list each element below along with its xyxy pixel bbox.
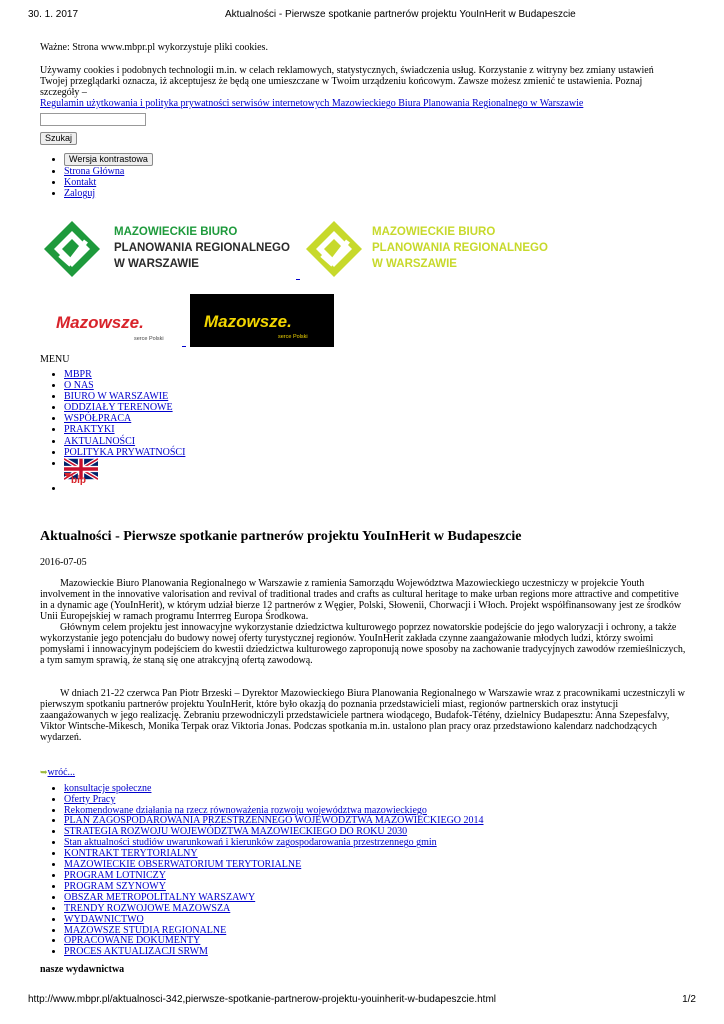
svg-text:bip: • bip bbox=[71, 474, 86, 485]
menu-link-praktyki[interactable]: PRAKTYKI bbox=[64, 424, 115, 436]
list-item bbox=[64, 784, 686, 795]
menu-item bbox=[64, 424, 686, 435]
mbpr-logo-link[interactable] bbox=[42, 219, 292, 279]
page-number: 1/2 bbox=[682, 994, 696, 1005]
search-input[interactable] bbox=[40, 113, 146, 126]
logo-link-underline bbox=[296, 279, 300, 280]
svg-text:MAZOWIECKIE BIURO: MAZOWIECKIE BIURO bbox=[372, 226, 496, 238]
mbpr-logos bbox=[40, 219, 686, 291]
spacer bbox=[40, 666, 686, 688]
contact-link[interactable]: Kontakt bbox=[64, 177, 97, 188]
back-link[interactable]: wróć... bbox=[47, 766, 76, 778]
topic-link[interactable]: STRATEGIA ROZWOJU WOJEWÓDZTWA MAZOWIECKIEGO DO ROKU 2030 bbox=[64, 826, 408, 838]
menu-item bbox=[64, 380, 686, 391]
topic-link[interactable]: konsultacje społeczne bbox=[64, 782, 152, 794]
bip-logo bbox=[64, 471, 90, 485]
back-link-row bbox=[40, 767, 686, 778]
privacy-policy-link[interactable]: Regulamin użytkowania i polityka prywatności serwisów internetowych Mazowieckiego Biura Planowania Regionalnego w Warszawie bbox=[40, 98, 584, 109]
menu-link-mbpr[interactable]: MBPR bbox=[64, 369, 92, 380]
menu-link-wspolpraca[interactable]: WSPÓŁPRACA bbox=[64, 413, 132, 425]
topic-link[interactable]: PLAN ZAGOSPODAROWANIA PRZESTRZENNEGO WOJEWÓDZTWA MAZOWIECKIEGO 2014 bbox=[64, 815, 484, 827]
article-date: 2016-07-05 bbox=[40, 556, 87, 568]
menu-item bbox=[64, 391, 686, 402]
menu-link-biuro[interactable]: BIURO W WARSZAWIE bbox=[64, 391, 169, 403]
menu-item bbox=[64, 474, 686, 509]
mazowsze-logo-link[interactable] bbox=[54, 310, 174, 344]
cookie-important: Ważne: Strona www.mbpr.pl wykorzystuje pliki cookies. bbox=[40, 42, 268, 53]
login-link[interactable]: Zaloguj bbox=[64, 188, 96, 199]
mazowsze-logos bbox=[40, 294, 686, 350]
print-url: http://www.mbpr.pl/aktualnosci-342,pierwsze-spotkanie-partnerow-projektu-youinherit-w-budapeszcie.html bbox=[28, 994, 496, 1005]
page-content bbox=[40, 42, 686, 975]
topic-link[interactable]: MAZOWIECKIE OBSERWATORIUM TERYTORIALNE bbox=[64, 859, 302, 871]
topic-link[interactable]: OPRACOWANE DOKUMENTY bbox=[64, 935, 201, 947]
print-header bbox=[28, 9, 696, 23]
svg-text:W WARSZAWIE: W WARSZAWIE bbox=[372, 258, 457, 270]
menu-item bbox=[64, 369, 686, 380]
contrast-version-button[interactable]: Wersja kontrastowa bbox=[64, 153, 153, 166]
menu-item bbox=[64, 413, 686, 424]
top-links-list bbox=[40, 153, 686, 199]
main-menu bbox=[40, 369, 686, 509]
menu-link-polityka[interactable]: POLITYKA PRYWATNOŚCI bbox=[64, 446, 186, 458]
article-paragraph: Mazowieckie Biuro Planowania Regionalnego w Warszawie z ramienia Samorządu Województwa Mazowieckiego uczestniczy w projekcie Youth involvement in the innovative valorisation and revival of traditional trades and crafts as cultural heritage to make urban regions more attractive and competitive in a dynamic age (YouInHerit), w którym udział bierze 12 partnerów z Węgier, Polski, Słowenii, Chorwacji i Włoch. Projekt współfinansowany jest ze środków Unii Europejskiej w ramach programu Interrreg Europa Środkowa. bbox=[40, 577, 682, 622]
print-title: Aktualności - Pierwsze spotkanie partnerów projektu YouInHerit w Budapeszcie bbox=[225, 9, 576, 20]
mbpr-contrast-logo bbox=[304, 219, 554, 279]
logo-link-underline bbox=[182, 346, 186, 347]
menu-label: MENU bbox=[40, 354, 70, 365]
home-link[interactable]: Strona Główna bbox=[64, 166, 125, 177]
list-item bbox=[64, 166, 686, 177]
mazowsze-logo bbox=[54, 310, 174, 344]
topic-link[interactable]: PROCES AKTUALIZACJI SRWM bbox=[64, 946, 208, 958]
mazowsze-contrast-logo bbox=[190, 294, 334, 347]
menu-item bbox=[64, 436, 686, 447]
svg-text:PLANOWANIA REGIONALNEGO: PLANOWANIA REGIONALNEGO bbox=[114, 242, 290, 254]
menu-item bbox=[64, 458, 686, 483]
topics-list bbox=[40, 784, 686, 959]
topic-link[interactable]: Oferty Pracy bbox=[64, 793, 116, 805]
print-footer bbox=[28, 994, 696, 1008]
list-item bbox=[64, 904, 686, 915]
topic-link[interactable]: Stan aktualności studiów uwarunkowań i kierunków zagospodarowania przestrzennego gmin bbox=[64, 837, 437, 849]
back-arrow-icon: ➥ bbox=[40, 766, 48, 777]
svg-text:PLANOWANIA REGIONALNEGO: PLANOWANIA REGIONALNEGO bbox=[372, 242, 548, 254]
search-button[interactable]: Szukaj bbox=[40, 132, 77, 145]
menu-item bbox=[64, 447, 686, 458]
article-body bbox=[40, 578, 686, 743]
menu-item bbox=[64, 402, 686, 413]
print-date: 30. 1. 2017 bbox=[28, 9, 79, 20]
article-paragraph: W dniach 21-22 czerwca Pan Piotr Brzeski – Dyrektor Mazowieckiego Biura Planowania Regionalnego w Warszawie wraz z pracownikami uczestniczyli w pierwszym spotkaniu partnerów projektu YouInHerit, które było okazją do poznania przedstawicieli miast, regionów partnerskich oraz instytucji zaangażowanych w jego realizację. Zebraniu przewodniczyli przedstawiciele partnera wiodącego, Budafok-Tétény, dzielnicy Budapesztu: Anna Szepesfalvy, Viktor Wintsche-Mikesch, Monika Terpak oraz Viktoria Jonas. Podczas spotkania m.in. ustalono plan pracy oraz przedstawiono kalendarz nadchodzących wydarzeń. bbox=[40, 687, 685, 743]
topic-link[interactable]: PROGRAM LOTNICZY bbox=[64, 870, 166, 881]
svg-text:MAZOWIECKIE BIURO: MAZOWIECKIE BIURO bbox=[114, 226, 238, 238]
bip-link[interactable] bbox=[64, 471, 90, 485]
svg-text:serce Polski: serce Polski bbox=[134, 336, 164, 342]
svg-text:Mazowsze.: Mazowsze. bbox=[56, 313, 144, 332]
topic-link[interactable]: WYDAWNICTWO bbox=[64, 913, 144, 925]
list-item bbox=[64, 947, 686, 958]
topic-link[interactable]: PROGRAM SZYNOWY bbox=[64, 880, 166, 892]
article-paragraph: Głównym celem projektu jest innowacyjne wykorzystanie dziedzictwa kulturowego poprzez nowatorskie podejście do jego waloryzacji i ochrony, a także wykorzystanie jego potencjału do budowy nowej oferty turystycznej regionów. YouInHerit zakłada czynne zaangażowanie młodych ludzi, którzy swoimi pomysłami i innowacyjnym podejściem do kwestii dziedzictwa kulturowego zaproponują nowe sposoby na zachowanie tradycyjnych zawodów rzemieślniczych, a tym samym sprawią, że staną się one atrakcyjną ofertą zawodową. bbox=[40, 621, 686, 666]
article-title: Aktualności - Pierwsze spotkanie partnerów projektu YouInHerit w Budapeszcie bbox=[40, 528, 522, 544]
list-item bbox=[64, 177, 686, 188]
menu-link-oddzialy[interactable]: ODDZIAŁY TERENOWE bbox=[64, 402, 173, 414]
cookie-text: Używamy cookies i podobnych technologii m.in. w celach reklamowych, statystycznych, świadczenia usług. Korzystanie z witryny bez zmiany ustawień Twojej przeglądarki oznacza, iż akceptujesz że będą one umieszczane w Twoim urządzeniu końcowym. Zawsze możesz zmienić te ustawienia. Poznaj szczegóły – bbox=[40, 65, 654, 98]
topic-link[interactable]: OBSZAR METROPOLITALNY WARSZAWY bbox=[64, 891, 256, 903]
mbpr-contrast-logo-link[interactable] bbox=[304, 219, 554, 279]
mazowsze-contrast-logo-link[interactable] bbox=[190, 294, 334, 347]
topic-link[interactable]: MAZOWSZE STUDIA REGIONALNE bbox=[64, 924, 227, 936]
menu-link-o-nas[interactable]: O NAS bbox=[64, 380, 94, 392]
svg-text:W WARSZAWIE: W WARSZAWIE bbox=[114, 258, 199, 270]
menu-link-aktualnosci[interactable]: AKTUALNOŚCI bbox=[64, 435, 136, 447]
list-item bbox=[64, 153, 686, 166]
topic-link[interactable]: TRENDY ROZWOJOWE MAZOWSZA bbox=[64, 902, 231, 914]
topic-link[interactable]: KONTRAKT TERYTORIALNY bbox=[64, 848, 198, 860]
cookie-notice bbox=[40, 65, 680, 109]
list-item bbox=[64, 188, 686, 199]
topic-link[interactable]: Rekomendowane działania na rzecz równoważenia rozwoju województwa mazowieckiego bbox=[64, 804, 427, 816]
publications-heading: nasze wydawnictwa bbox=[40, 964, 125, 976]
svg-text:serce Polski: serce Polski bbox=[278, 334, 308, 340]
svg-text:Mazowsze.: Mazowsze. bbox=[204, 312, 292, 331]
mbpr-logo bbox=[42, 219, 292, 279]
